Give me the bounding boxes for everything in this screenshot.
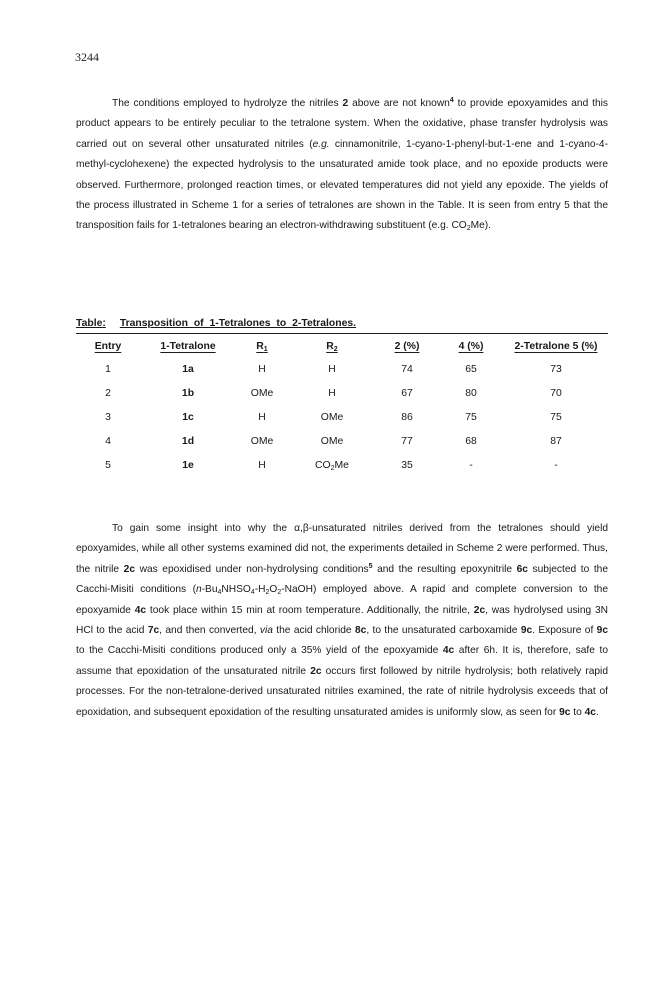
text-run: to the Cacchi-Misiti conditions produced only a 35% yield of the epoxyamide bbox=[76, 645, 443, 657]
cell-yield-5: 75 bbox=[550, 411, 562, 423]
cell-r2-text: CO bbox=[315, 459, 331, 471]
header-entry: Entry bbox=[94, 341, 122, 352]
text-run: , was hydrolysed using 3N HCl to the acid bbox=[76, 604, 609, 637]
text-run: -H bbox=[254, 584, 266, 596]
compound-ref: 2c bbox=[123, 563, 136, 575]
cell-entry: 4 bbox=[105, 435, 111, 447]
compound-ref: 4c bbox=[442, 645, 455, 657]
chemical-subscript: 2 bbox=[277, 589, 282, 597]
text-run: subjected to the Cacchi-Misiti conditions ( bbox=[76, 563, 608, 596]
header-r2-letter: R bbox=[326, 341, 334, 352]
cell-yield-2: 67 bbox=[401, 387, 413, 399]
header-r2 bbox=[288, 336, 376, 357]
cell-yield-5: - bbox=[554, 459, 558, 471]
text-run: took place within 15 min at room temperature. Additionally, the nitrile, bbox=[146, 604, 474, 616]
table-caption bbox=[76, 318, 608, 329]
compound-ref: 4c bbox=[134, 604, 147, 616]
page-number: 3244 bbox=[75, 50, 99, 64]
cell-entry: 2 bbox=[105, 387, 111, 399]
text-run: To gain some insight into why the α,β-unsaturated nitriles derived from the tetralones should yield epoxyamides, while all other systems examined did not, the experiments detailed in Scheme 2 were performed. Thus, the nitrile bbox=[76, 523, 608, 575]
cell-r2-text: OMe bbox=[320, 411, 344, 423]
table-header-row bbox=[76, 336, 608, 357]
text-run: cinnamonitrile, 1-cyano-1-phenyl-but-1-ene and 1-cyano-4-methyl-cyclohexene) the expected hydrolysis to the unsaturated amide took place, and no epoxide products were observed. Furthermore, prolonged reaction times, or elevated temperatures did not yield any epoxide. The yields of the process illustrated in Scheme 1 for a series of tetralones are shown in the Table. It is seen from entry 5 that the transposition fails for 1-tetralones bearing an electron-withdrawing substituent (e.g. CO bbox=[76, 138, 608, 232]
text-run: and the resulting epoxynitrile bbox=[372, 563, 517, 575]
cell-yield-4: 68 bbox=[465, 435, 477, 447]
paragraph-1 bbox=[76, 94, 608, 237]
cell-r1: OMe bbox=[250, 387, 274, 399]
cell-yield-2: 74 bbox=[401, 363, 413, 375]
chemical-subscript: 2 bbox=[466, 225, 471, 233]
cell-r1: H bbox=[258, 363, 266, 375]
cell-tetralone: 1e bbox=[182, 459, 194, 471]
text-run: to bbox=[570, 706, 585, 718]
text-run: -NaOH) employed above. A rapid and complete conversion to the epoxyamide bbox=[76, 584, 608, 616]
cell-yield-4: 75 bbox=[465, 411, 477, 423]
cell-r2-text: H bbox=[328, 363, 336, 375]
cell-r1: H bbox=[258, 459, 266, 471]
cell-r1: H bbox=[258, 411, 266, 423]
cell-yield-5: 70 bbox=[550, 387, 562, 399]
table-row bbox=[76, 381, 608, 405]
header-1-tetralone: 1-Tetralone bbox=[160, 341, 216, 352]
text-run: NHSO bbox=[221, 584, 251, 596]
header-r2-subscript: 2 bbox=[333, 346, 338, 353]
header-r1-subscript: 1 bbox=[263, 346, 268, 353]
italic-text: n- bbox=[195, 584, 206, 596]
compound-ref: 2 bbox=[342, 98, 349, 109]
cell-entry: 1 bbox=[105, 363, 111, 375]
compound-ref: 2c bbox=[310, 665, 322, 677]
header-r1 bbox=[236, 336, 288, 357]
cell-r2 bbox=[288, 381, 376, 405]
compound-ref: 9c bbox=[596, 625, 608, 637]
cell-yield-5: 73 bbox=[550, 363, 562, 375]
header-yield-4: 4 (%) bbox=[458, 341, 484, 352]
text-run: . bbox=[595, 706, 599, 718]
cell-yield-4: 80 bbox=[465, 387, 477, 399]
compound-ref: 4c bbox=[584, 706, 596, 718]
text-run: , and then converted, bbox=[159, 625, 260, 637]
text-run: after 6h. It is, therefore, safe to assume that epoxidation of the unsaturated nitrile bbox=[76, 645, 608, 677]
italic-text: e.g. bbox=[312, 138, 330, 150]
reference-superscript: 5 bbox=[368, 562, 373, 570]
text-run: O bbox=[269, 584, 278, 596]
compound-ref: 7c bbox=[147, 625, 160, 637]
cell-tetralone: 1c bbox=[182, 411, 194, 423]
cell-yield-4: - bbox=[469, 459, 473, 471]
compound-ref: 6c bbox=[516, 563, 528, 575]
text-run: to provide epoxyamides and this product appears to be entirely peculiar to the tetralone system. When the oxidative, phase transfer hydrolysis was carried out on several other unsaturated nitriles ( bbox=[76, 98, 608, 150]
tetralone-table bbox=[76, 336, 608, 477]
compound-ref: 2c bbox=[473, 604, 486, 616]
table-row bbox=[76, 453, 608, 477]
text-run: . Exposure of bbox=[532, 625, 597, 637]
cell-yield-4: 65 bbox=[465, 363, 477, 375]
header-r1-letter: R bbox=[256, 341, 264, 352]
table-top-rule bbox=[76, 333, 608, 334]
cell-r2 bbox=[288, 405, 376, 429]
header-yield-2: 2 (%) bbox=[394, 341, 420, 352]
text-run: Bu bbox=[205, 584, 218, 596]
chemical-subscript: 4 bbox=[250, 589, 255, 597]
text-run: was epoxidised under non-hydrolysing conditions bbox=[135, 563, 369, 575]
text-run: occurs first followed by nitrile hydrolysis; both relatively rapid processes. For the non-tetralone-derived unsaturated nitriles examined, the rate of nitrile hydrolysis exceeds that of epoxidation, and subsequent epoxidation of the resulting unsaturated amides is uniformly slow, as seen for bbox=[76, 665, 608, 718]
italic-text: via bbox=[259, 625, 273, 637]
cell-yield-2: 77 bbox=[401, 435, 413, 447]
paragraph-2 bbox=[76, 519, 608, 723]
cell-r2-text: OMe bbox=[320, 435, 344, 447]
table-row bbox=[76, 357, 608, 381]
text-run: Me). bbox=[470, 220, 492, 232]
cell-r2 bbox=[288, 453, 376, 477]
cell-tetralone: 1d bbox=[181, 435, 195, 447]
table-title: Transposition of 1-Tetralones to 2-Tetralones. bbox=[119, 318, 357, 329]
compound-ref: 8c bbox=[354, 625, 367, 637]
cell-entry: 5 bbox=[105, 459, 111, 471]
cell-r2 bbox=[288, 357, 376, 381]
text-run: , to the unsaturated carboxamide bbox=[366, 625, 521, 637]
table-row bbox=[76, 429, 608, 453]
cell-tetralone: 1a bbox=[182, 363, 194, 375]
cell-yield-2: 35 bbox=[401, 459, 413, 471]
cell-r2-text: H bbox=[328, 387, 336, 399]
compound-ref: 9c bbox=[520, 625, 533, 637]
compound-ref: 9c bbox=[559, 706, 571, 718]
table-label: Table: bbox=[76, 318, 106, 329]
cell-yield-5: 87 bbox=[550, 435, 562, 447]
cell-r1: OMe bbox=[250, 435, 274, 447]
chemical-subscript: 2 bbox=[265, 589, 270, 597]
reference-superscript: 4 bbox=[449, 97, 454, 104]
text-run: the acid chloride bbox=[272, 625, 355, 637]
text-run: above are not known bbox=[348, 98, 450, 109]
cell-r2-tail: Me bbox=[334, 459, 349, 471]
cell-r2 bbox=[288, 429, 376, 453]
cell-tetralone: 1b bbox=[181, 387, 195, 399]
chemical-subscript: 4 bbox=[217, 589, 222, 597]
cell-r2-subscript: 2 bbox=[330, 464, 335, 472]
header-2-tetralone: 2-Tetralone 5 (%) bbox=[514, 341, 598, 352]
cell-entry: 3 bbox=[105, 411, 111, 423]
cell-yield-2: 86 bbox=[401, 411, 413, 423]
table-row bbox=[76, 405, 608, 429]
text-run: The conditions employed to hydrolyze the nitriles bbox=[112, 98, 343, 109]
